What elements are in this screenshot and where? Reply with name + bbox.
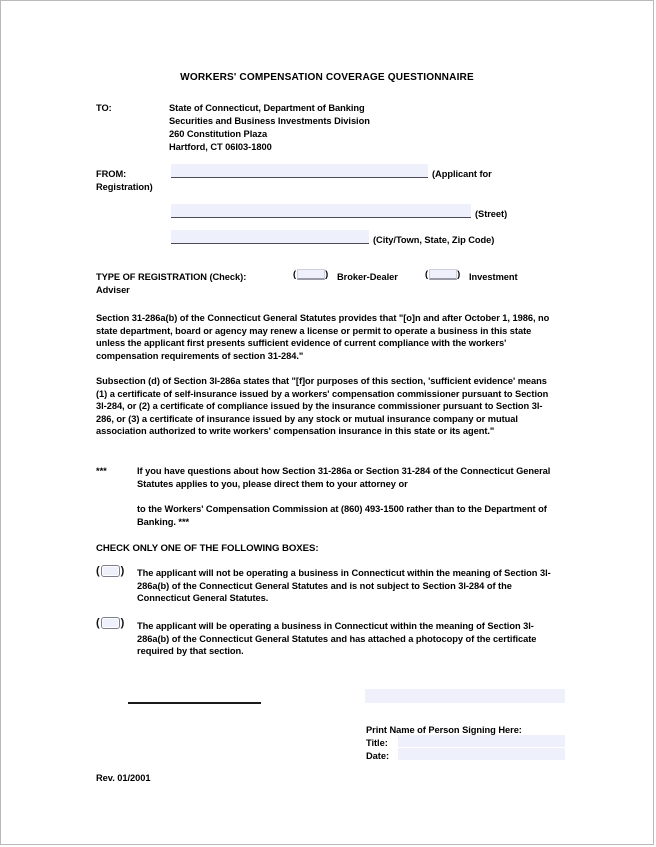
addressee-line-1: State of Connecticut, Department of Banking <box>169 103 365 113</box>
paren-close: ) <box>120 617 125 629</box>
applicant-name-field[interactable] <box>171 164 428 178</box>
addressee-line-3: 260 Constitution Plaza <box>169 129 268 139</box>
check-section-heading: CHECK ONLY ONE OF THE FOLLOWING BOXES: <box>96 543 319 554</box>
registration-option-broker-dealer-label: Broker-Dealer <box>337 272 398 282</box>
title-label: Title: <box>366 738 388 748</box>
paren-open: ( <box>425 268 429 279</box>
print-name-label: Print Name of Person Signing Here: <box>366 725 522 735</box>
page-title: WORKERS' COMPENSATION COVERAGE QUESTIONNAIRE <box>180 72 474 83</box>
paren-open: ( <box>96 565 100 577</box>
from-label: FROM: <box>96 169 127 179</box>
registration-option-investment-adviser-label: Investment <box>469 272 518 282</box>
street-field-caption: (Street) <box>475 209 508 219</box>
date-label: Date: <box>366 751 389 761</box>
checkbox-box-icon[interactable] <box>101 565 120 577</box>
print-name-field[interactable] <box>365 689 565 703</box>
paren-open: ( <box>96 617 100 629</box>
city-state-zip-field-caption: (City/Town, State, Zip Code) <box>373 235 495 245</box>
paren-open: ( <box>293 268 297 279</box>
from-sublabel: Registration) <box>96 182 153 192</box>
statute-paragraph-1: Section 31-286a(b) of the Connecticut General Statutes provides that "[o]n and after October 1, 1986, no state department, board or agency may renew a license or permit to operate a business in this state unless the applicant first presents sufficient evidence of current compliance with the workers' compensation requirements of section 31-284." <box>96 313 550 361</box>
revision-footer: Rev. 01/2001 <box>96 773 151 783</box>
checkbox-not-operating-text: The applicant will not be operating a business in Connecticut within the meaning of Section 3l-286a(b) of the Connecticut General Statutes and is not subject to Section 3l-284 of the Connecticut General Statutes. <box>137 568 551 604</box>
title-field[interactable] <box>398 735 565 747</box>
addressee-label: TO: <box>96 103 112 113</box>
signature-line <box>128 702 261 704</box>
registration-checkbox-broker-dealer[interactable] <box>293 269 328 280</box>
checkbox-box-icon[interactable] <box>101 617 120 629</box>
paren-close: ) <box>325 268 329 279</box>
checkbox-not-operating[interactable] <box>96 565 124 577</box>
statute-paragraph-2: Subsection (d) of Section 3l-286a states that "[f]or purposes of this section, 'sufficient evidence' means (1) a certificate of self-insurance issued by a workers' compensation commissioner pursuant to Section 3l-284, or (2) a certificate of compliance issued by the insurance commissioner pursuant to Section 3l-286, or (3) a certificate of insurance issued by any stock or mutual insurance company or mutual association authorized to write workers' compensation insurance in this state or its agent." <box>96 376 549 437</box>
checkbox-box-icon[interactable] <box>429 269 457 280</box>
street-field[interactable] <box>171 204 471 218</box>
addressee-line-2: Securities and Business Investments Division <box>169 116 370 126</box>
applicant-field-caption: (Applicant for <box>432 169 492 179</box>
registration-option-investment-adviser-label-cont: Adviser <box>96 285 130 295</box>
paren-close: ) <box>120 565 125 577</box>
registration-checkbox-investment-adviser[interactable] <box>425 269 460 280</box>
checkbox-box-icon[interactable] <box>297 269 325 280</box>
checkbox-operating[interactable] <box>96 617 124 629</box>
date-field[interactable] <box>398 748 565 760</box>
note-text-line-2: to the Workers' Compensation Commission at (860) 493-1500 rather than to the Department of Banking. *** <box>137 504 547 527</box>
city-state-zip-field[interactable] <box>171 230 369 244</box>
registration-type-label: TYPE OF REGISTRATION (Check): <box>96 272 247 282</box>
addressee-line-4: Hartford, CT 06I03-1800 <box>169 142 272 152</box>
note-text-line-1: If you have questions about how Section 31-286a or Section 31-284 of the Connecticut General Statutes applies to you, please direct them to your attorney or <box>137 466 551 489</box>
paren-close: ) <box>457 268 461 279</box>
checkbox-operating-text: The applicant will be operating a business in Connecticut within the meaning of Section 3l-286a(b) of the Connecticut General Statutes and has attached a photocopy of the certificate required by that section. <box>137 621 537 657</box>
note-marker: *** <box>96 466 107 476</box>
